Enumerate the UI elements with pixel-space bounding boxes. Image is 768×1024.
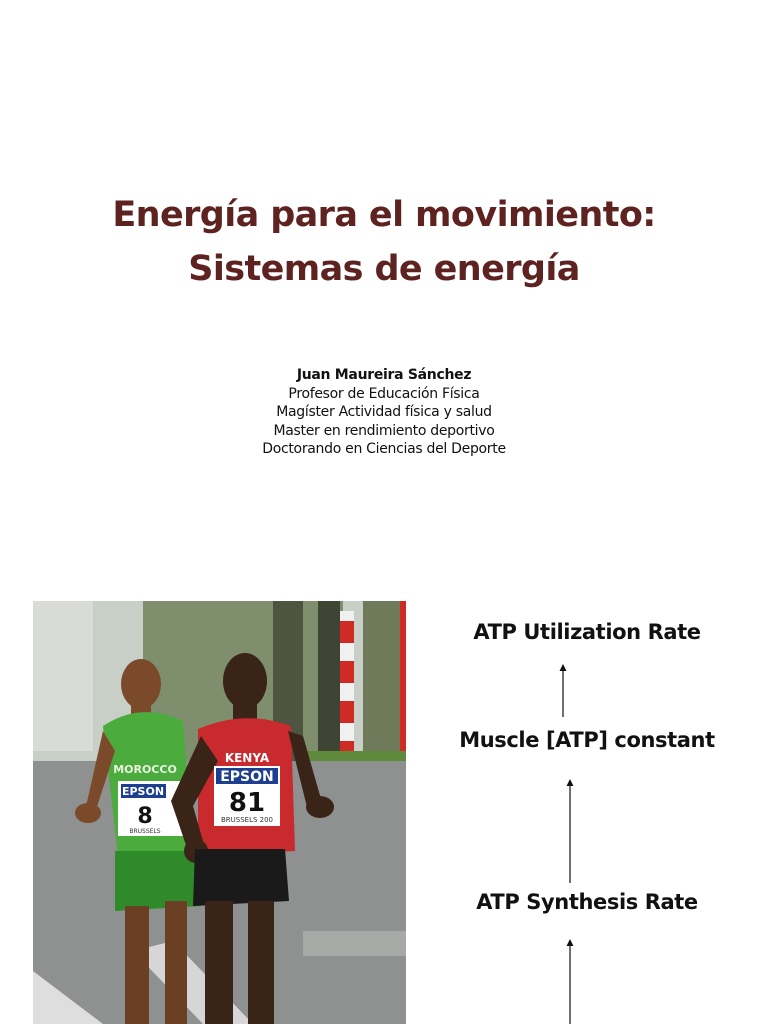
arrow-up-icon bbox=[564, 938, 576, 1024]
right-sponsor-text: EPSON bbox=[220, 769, 274, 785]
title-line-1: Energía para el movimiento: bbox=[112, 195, 656, 235]
credential-magister: Magíster Actividad física y salud bbox=[276, 404, 492, 421]
atp-synthesis-label: ATP Synthesis Rate bbox=[476, 890, 698, 914]
title-line-2: Sistemas de energía bbox=[188, 249, 580, 289]
slide-title bbox=[0, 188, 768, 296]
muscle-atp-label: Muscle [ATP] constant bbox=[459, 728, 715, 752]
runners-photo bbox=[33, 601, 406, 1024]
left-bib-number: 8 bbox=[137, 804, 153, 829]
left-bib-event: BRUSSELS bbox=[129, 828, 161, 835]
atp-utilization-label: ATP Utilization Rate bbox=[473, 620, 701, 644]
right-bib-event: BRUSSELS 200 bbox=[220, 816, 274, 824]
credential-teacher: Profesor de Educación Física bbox=[288, 385, 480, 402]
left-sponsor-text: EPSON bbox=[121, 785, 165, 798]
author-block bbox=[0, 366, 768, 459]
right-bib-number: 81 bbox=[228, 788, 266, 818]
right-jersey-text: KENYA bbox=[224, 751, 270, 765]
credential-master: Master en rendimiento deportivo bbox=[273, 422, 495, 439]
left-jersey-text: MOROCCO bbox=[113, 763, 177, 776]
arrow-up-icon bbox=[564, 778, 576, 885]
arrow-up-icon bbox=[557, 663, 569, 719]
credential-doctorate: Doctorando en Ciencias del Deporte bbox=[262, 441, 506, 458]
author-name: Juan Maureira Sánchez bbox=[296, 367, 472, 383]
